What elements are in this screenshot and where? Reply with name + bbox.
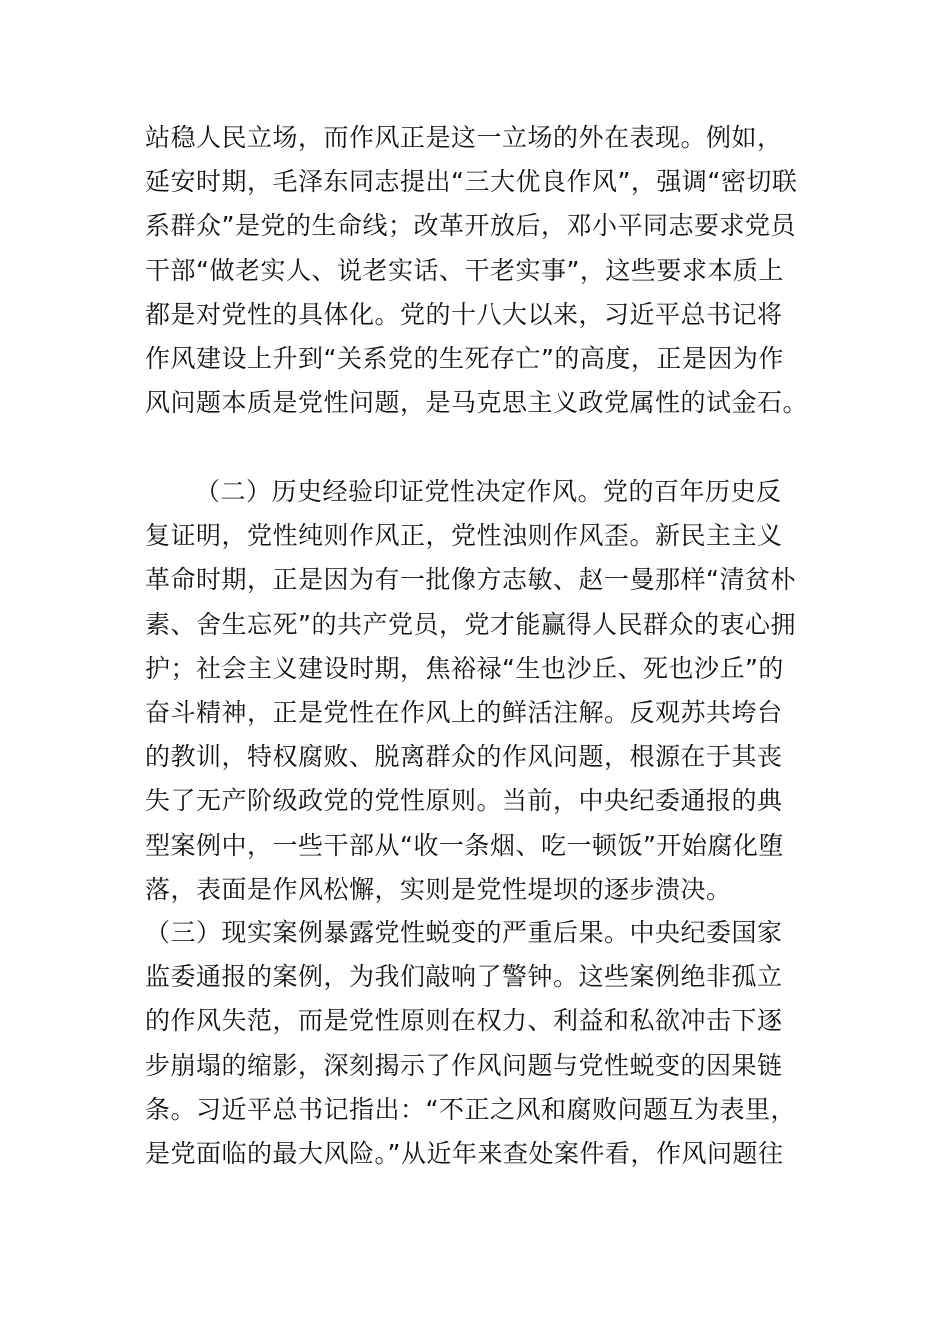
text-line: 作风建设上升到“关系党的生死存亡”的高度，正是因为作 <box>145 343 784 373</box>
text-line: 延安时期，毛泽东同志提出“三大优良作风”，强调“密切联 <box>145 167 798 197</box>
text-line: 步崩塌的缩影，深刻揭示了作风问题与党性蜕变的因果链 <box>145 1050 783 1080</box>
text-line: 革命时期，正是因为有一批像方志敏、赵一曼那样“清贫朴 <box>145 565 796 595</box>
text-line: 的教训，特权腐败、脱离群众的作风问题，根源在于其丧 <box>145 742 783 772</box>
text-line: 是党面临的最大风险。”从近年来查处案件看，作风问题往 <box>145 1138 784 1168</box>
paragraph-party-spirit-and-style <box>145 116 810 425</box>
text-line: 站稳人民立场，而作风正是这一立场的外在表现。例如， <box>145 123 783 152</box>
text-line: 素、舍生忘死”的共产党员，党才能赢得人民群众的衷心拥 <box>145 609 796 639</box>
text-line: 型案例中，一些干部从“收一条烟、吃一顿饭”开始腐化堕 <box>145 830 784 860</box>
section-heading-line: （二）历史经验印证党性决定作风。党的百年历史反 <box>195 477 782 506</box>
text-line: 监委通报的案例，为我们敲响了警钟。这些案例绝非孤立 <box>145 962 783 992</box>
text-line: 的作风失范，而是党性原则在权力、利益和私欲冲击下逐 <box>145 1006 783 1036</box>
text-line: 失了无产阶级政党的党性原则。当前，中央纪委通报的典 <box>145 786 783 816</box>
text-line: 护；社会主义建设时期，焦裕禄“生也沙丘、死也沙丘”的 <box>145 653 784 683</box>
text-line: 复证明，党性纯则作风正，党性浊则作风歪。新民主主义 <box>145 521 783 551</box>
text-line: 风问题本质是党性问题，是马克思主义政党属性的试金石。 <box>145 388 809 418</box>
text-line: 奋斗精神，正是党性在作风上的鲜活注解。反观苏共垮台 <box>145 697 783 727</box>
text-line: 干部“做老实人、说老实话、干老实事”，这些要求本质上 <box>145 255 784 285</box>
section-heading-line: （三）现实案例暴露党性蜕变的严重后果。中央纪委国家 <box>145 918 783 947</box>
paragraph-section-three-real-cases <box>145 911 810 1176</box>
text-line: 落，表面是作风松懈，实则是党性堤坝的逐步溃决。 <box>145 874 732 904</box>
text-line: 条。习近平总书记指出：“不正之风和腐败问题互为表里， <box>145 1094 796 1124</box>
paragraph-section-two-historical-experience <box>145 470 810 912</box>
text-line: 都是对党性的具体化。党的十八大以来，习近平总书记将 <box>145 299 783 329</box>
text-line: 系群众”是党的生命线；改革开放后，邓小平同志要求党员 <box>145 211 796 241</box>
